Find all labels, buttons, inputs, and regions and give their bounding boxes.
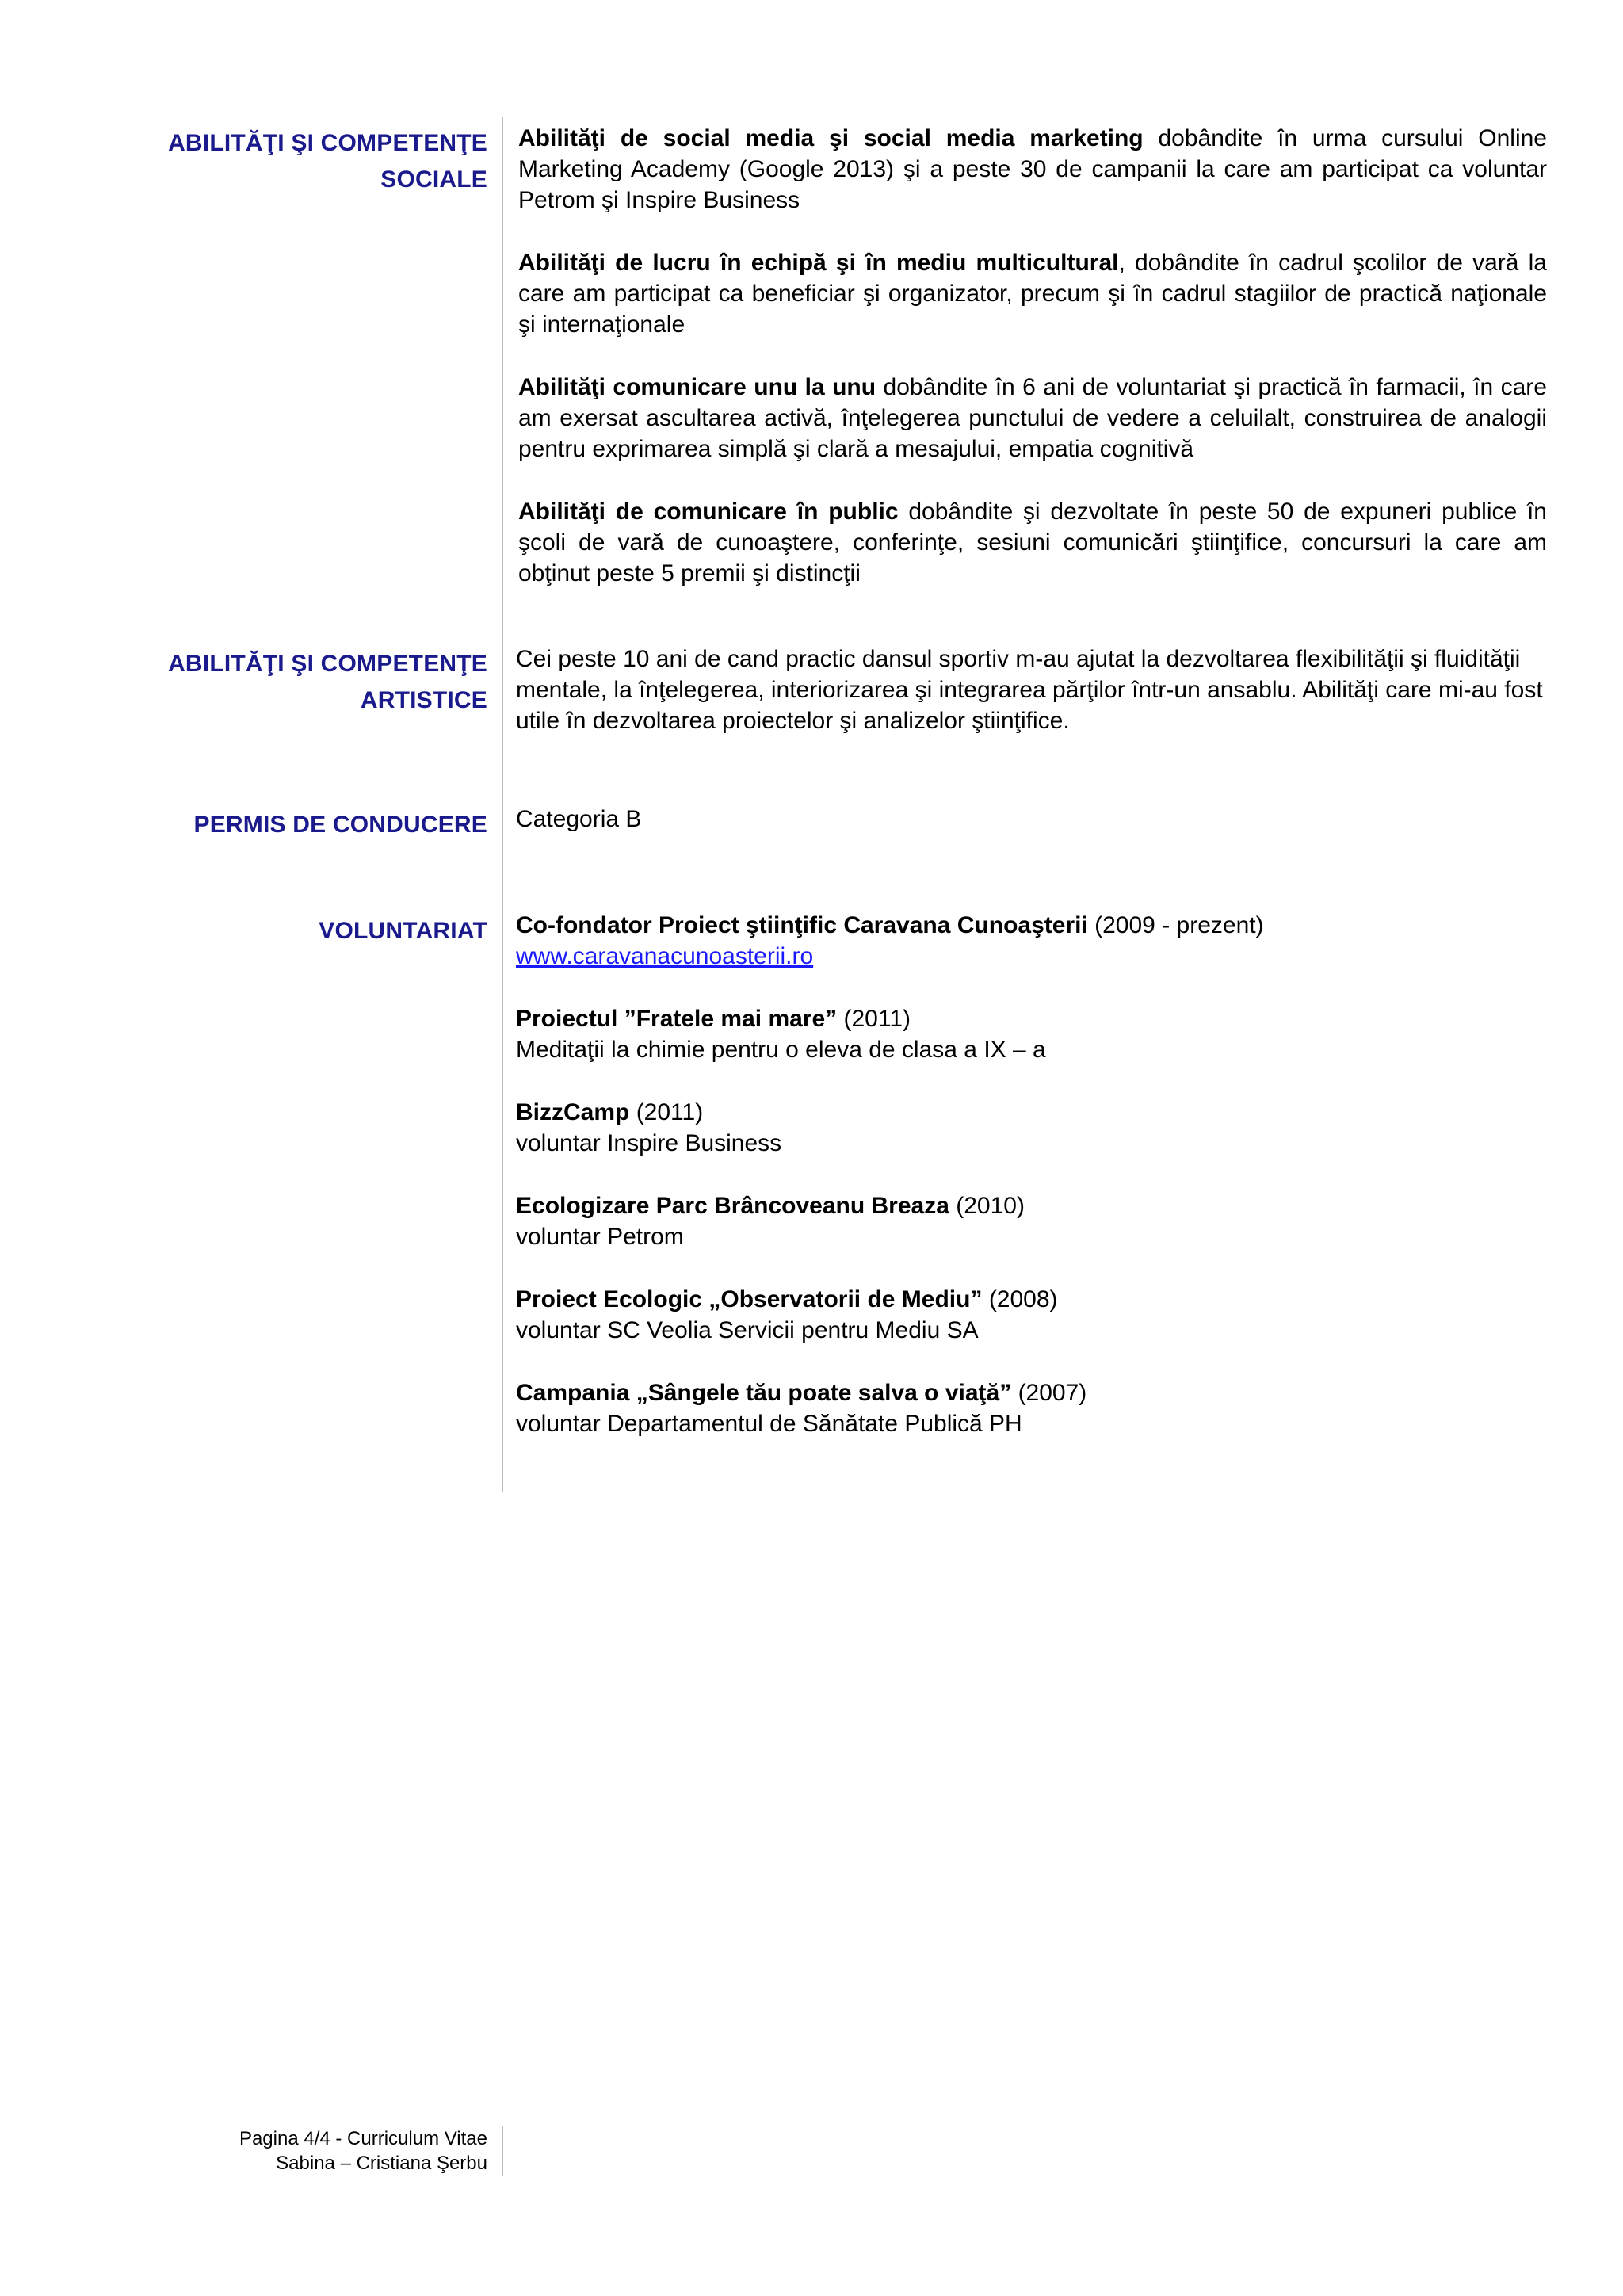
skill-description: dobândite şi dezvoltate în peste 50 de expuneri publice în şcoli de vară de cunoaştere, conferinţe, sesiuni comunicări ştiinţifice, concursuri la care am obţinut peste 5 premii şi distincţii	[518, 499, 1547, 586]
volunteer-entry	[516, 1284, 1264, 1346]
section-label-line: ABILITĂŢI ŞI COMPETENŢE	[168, 651, 487, 677]
section-label-line: ABILITĂŢI ŞI COMPETENŢE	[168, 130, 487, 156]
section-content-social	[518, 123, 1547, 621]
section-label-social	[168, 125, 487, 198]
footer-page-info: Pagina 4/4 - Curriculum Vitae	[239, 2128, 487, 2149]
section-label-line: SOCIALE	[380, 166, 487, 193]
footer-divider	[502, 2126, 503, 2176]
volunteer-year: (2010)	[949, 1193, 1025, 1219]
volunteer-year: (2008)	[982, 1286, 1058, 1312]
volunteer-entry	[516, 1003, 1264, 1065]
artistic-text-line: utile în dezvoltarea proiectelor şi analizelor ştiinţifice.	[516, 708, 1070, 734]
section-label-line: PERMIS DE CONDUCERE	[193, 812, 487, 838]
volunteer-year: (2007)	[1011, 1380, 1087, 1406]
section-label-artistic	[168, 646, 487, 719]
volunteer-entry	[516, 1377, 1264, 1439]
skill-paragraph	[518, 496, 1547, 589]
skill-paragraph	[518, 123, 1547, 216]
section-label-line: VOLUNTARIAT	[319, 918, 487, 944]
section-label-line: ARTISTICE	[360, 687, 487, 713]
section-content-artistic	[516, 644, 1543, 736]
skill-paragraph	[518, 372, 1547, 464]
section-content-license	[516, 804, 641, 835]
volunteer-title: Proiectul ”Fratele mai mare”	[516, 1006, 838, 1032]
volunteer-year: (2009 - prezent)	[1087, 912, 1264, 938]
section-label-volunteer	[319, 913, 487, 949]
skill-title: Abilităţi de social media şi social media marketing	[518, 125, 1144, 151]
volunteer-detail: voluntar Inspire Business	[516, 1130, 782, 1156]
volunteer-title: Proiect Ecologic „Observatorii de Mediu”	[516, 1286, 983, 1312]
volunteer-detail: voluntar SC Veolia Servicii pentru Mediu SA	[516, 1317, 979, 1343]
skill-title: Abilităţi comunicare unu la unu	[518, 374, 876, 400]
volunteer-title: BizzCamp	[516, 1099, 630, 1125]
footer-author: Sabina – Cristiana Şerbu	[276, 2153, 487, 2174]
page-footer	[239, 2126, 487, 2176]
skill-title: Abilităţi de comunicare în public	[518, 499, 899, 525]
volunteer-title: Campania „Sângele tău poate salva o viaţă”	[516, 1380, 1012, 1406]
artistic-text-line: Cei peste 10 ani de cand practic dansul sportiv m-au ajutat la dezvoltarea flexibilităţii şi fluidităţii	[516, 646, 1521, 672]
website-link[interactable]: www.caravanacunoasterii.ro	[516, 943, 814, 969]
column-divider	[502, 117, 503, 1492]
skill-description: , dobândite în cadrul şcolilor de vară la care am participat ca beneficiar şi organizator, precum şi în cadrul stagiilor de practică naţionale şi internaţionale	[518, 250, 1547, 338]
volunteer-entry	[516, 1190, 1264, 1252]
section-label-license	[193, 807, 487, 843]
section-content-volunteer	[516, 910, 1264, 1471]
volunteer-entry	[516, 910, 1264, 972]
volunteer-detail: voluntar Departamentul de Sănătate Publică PH	[516, 1411, 1022, 1437]
volunteer-entry	[516, 1097, 1264, 1159]
skill-description: dobândite în urma cursului Online Marketing Academy (Google 2013) şi a peste 30 de campanii la care am participat ca voluntar Petrom şi Inspire Business	[518, 125, 1547, 213]
artistic-text-line: mentale, la înţelegerea, interiorizarea şi integrarea părţilor într-un ansablu. Abilităţi care mi-au fost	[516, 677, 1543, 703]
skill-paragraph	[518, 247, 1547, 340]
volunteer-detail: Meditaţii la chimie pentru o eleva de clasa a IX – a	[516, 1037, 1046, 1063]
skill-title: Abilităţi de lucru în echipă şi în mediu multicultural	[518, 250, 1119, 276]
volunteer-year: (2011)	[837, 1006, 911, 1032]
volunteer-detail: voluntar Petrom	[516, 1224, 684, 1250]
license-category: Categoria B	[516, 806, 642, 832]
skill-description: dobândite în 6 ani de voluntariat şi practică în farmacii, în care am exersat ascultarea activă, înţelegerea punctului de vedere a celuilalt, construirea de analogii pentru exprimarea simplă şi clară a mesajului, empatia cognitivă	[518, 374, 1547, 462]
volunteer-year: (2011)	[629, 1099, 704, 1125]
volunteer-title: Co-fondator Proiect ştiinţific Caravana Cunoaşterii	[516, 912, 1088, 938]
volunteer-title: Ecologizare Parc Brâncoveanu Breaza	[516, 1193, 949, 1219]
